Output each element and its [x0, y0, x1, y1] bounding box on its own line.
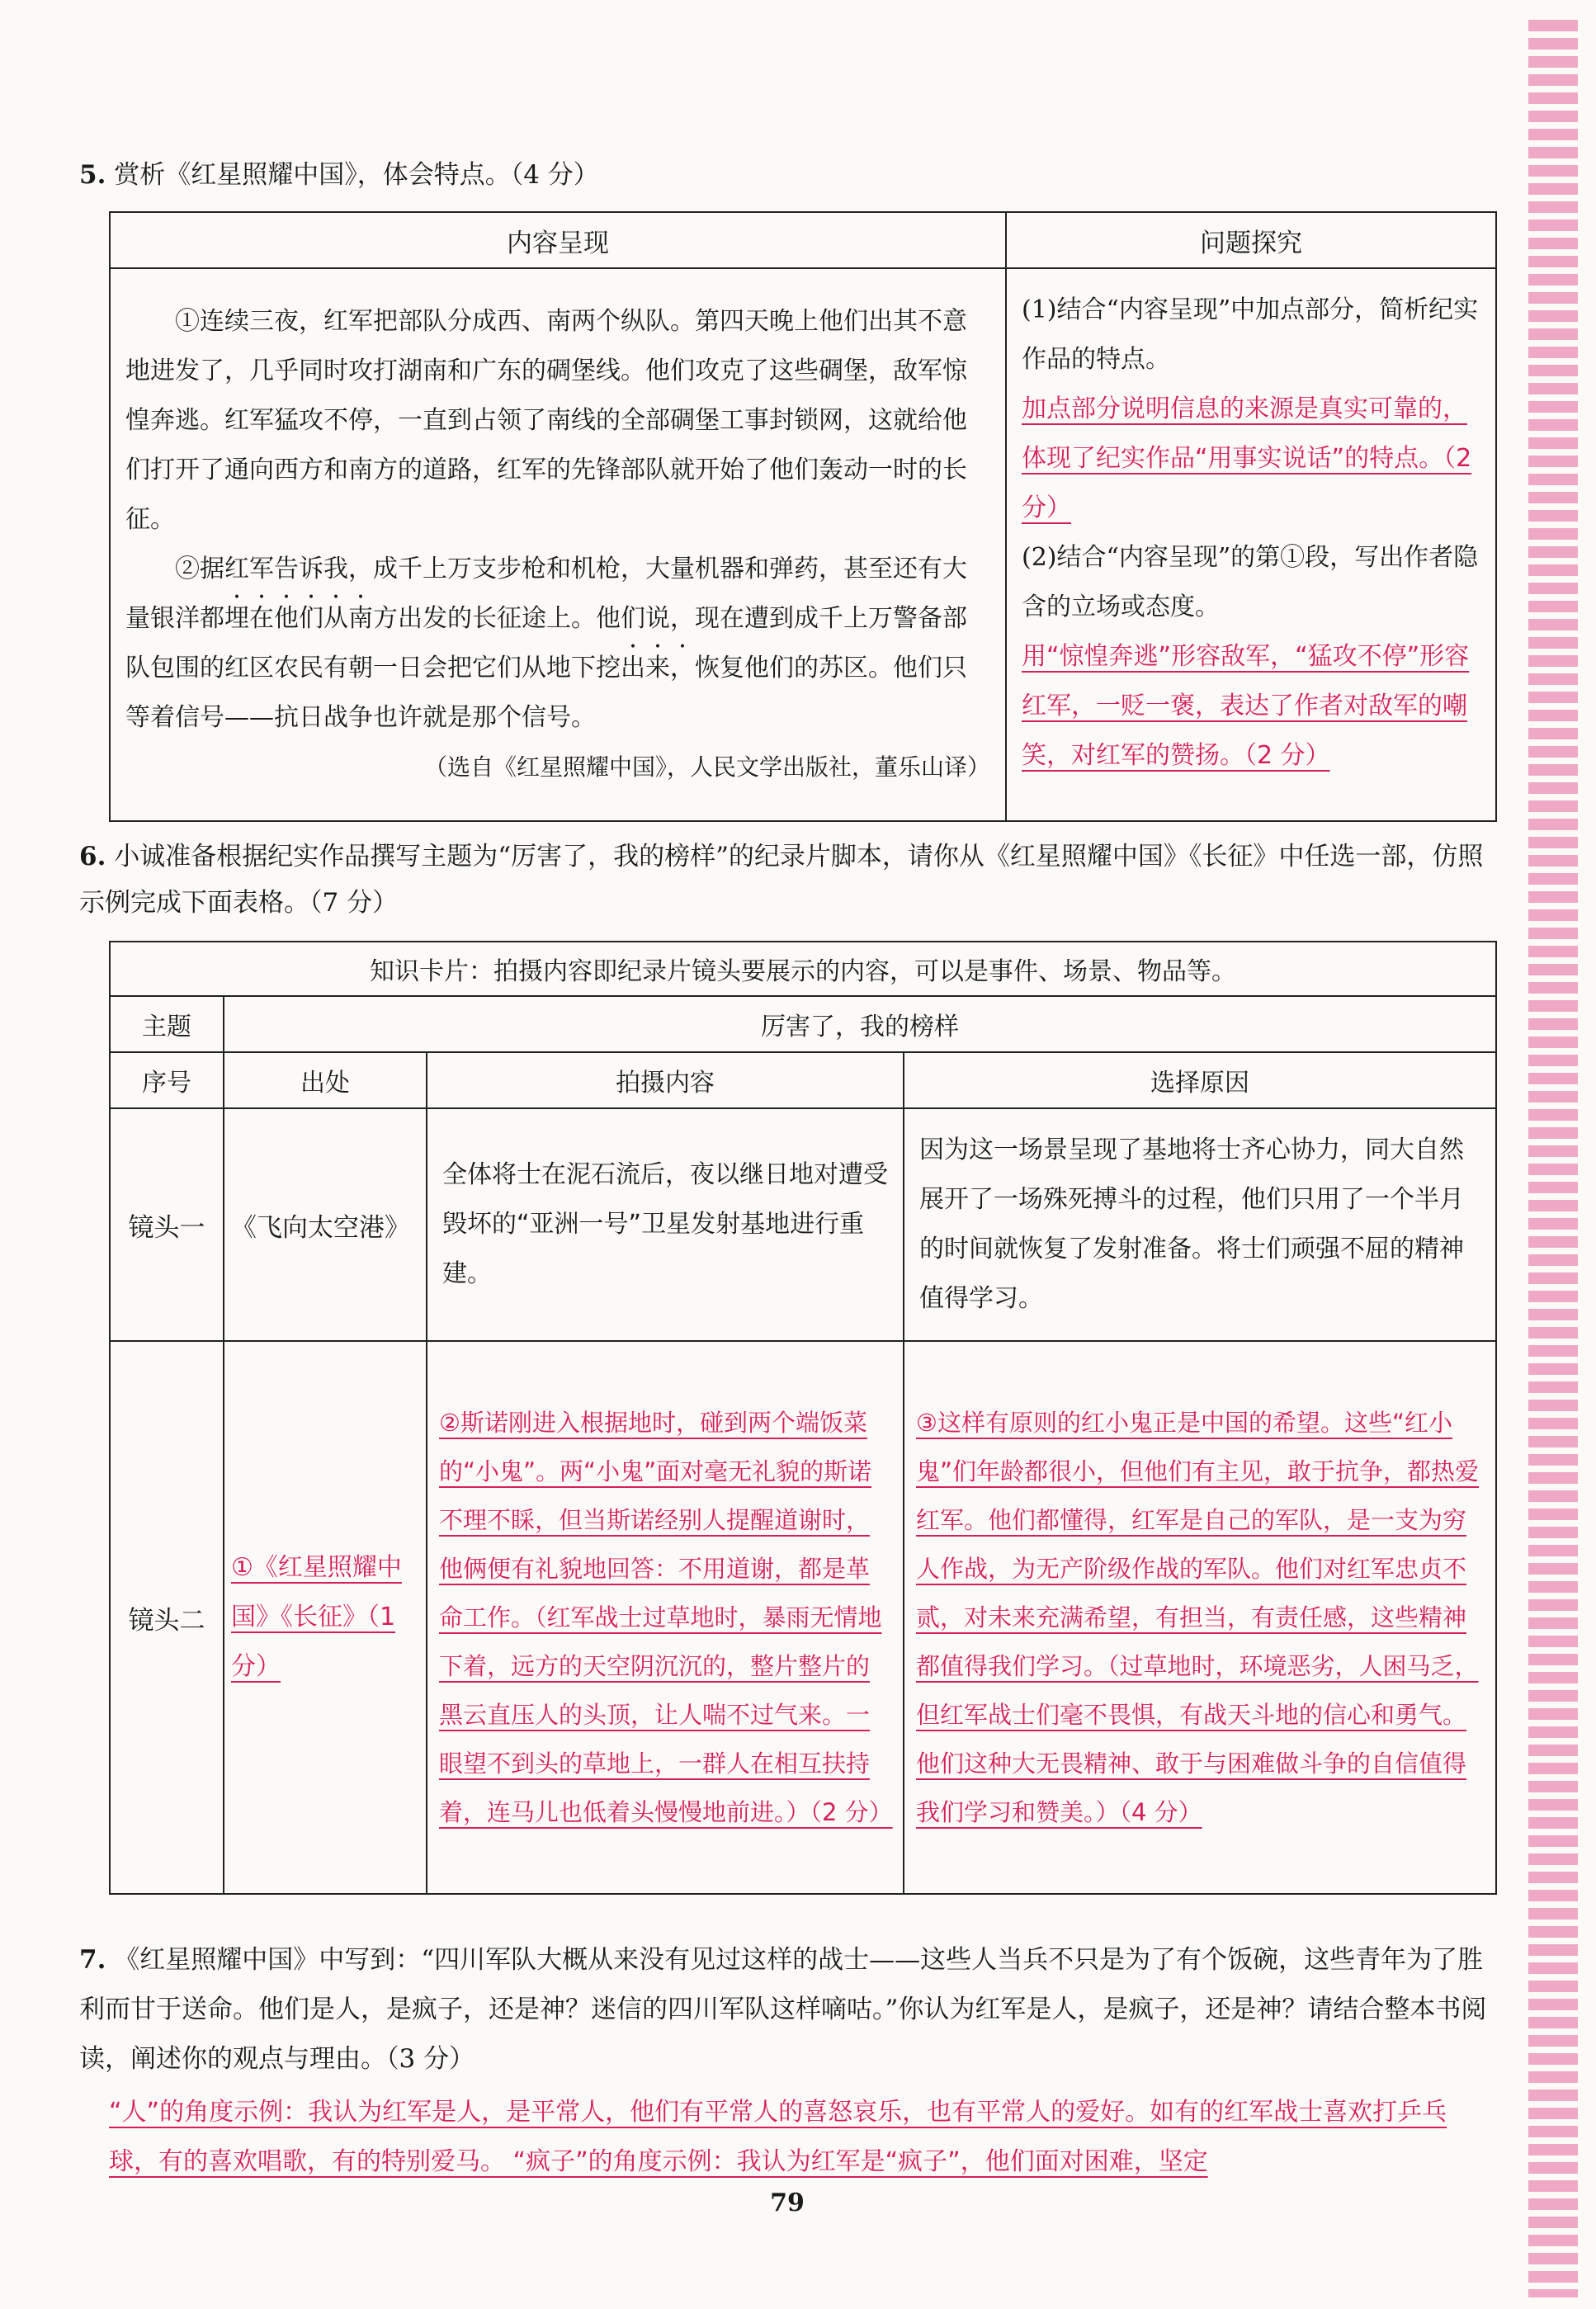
- question-number: 6.: [79, 842, 106, 871]
- q5-sub1-question: (1)结合“内容呈现”中加点部分，简析纪实作品的特点。: [1022, 295, 1479, 374]
- q5-col-content-header: 内容呈现: [110, 212, 1006, 268]
- question-number: 7.: [79, 1945, 106, 1975]
- emphasis-char: 说: [645, 604, 670, 633]
- q5-sub2-question: (2)结合“内容呈现”的第①段，写出作者隐含的立场或态度。: [1022, 543, 1479, 621]
- q5-table: [109, 211, 1497, 822]
- theme-label: 主题: [110, 996, 224, 1052]
- emphasis-char: 们: [621, 604, 645, 633]
- page-number: 79: [770, 2189, 805, 2217]
- dotted-text: [200, 555, 348, 583]
- emphasis-char: 我: [323, 555, 348, 583]
- row2-reason: ③这样有原则的红小鬼正是中国的希望。这些“红小鬼”们年龄都很小，但他们有主见，敢于抗争，都热爱红军。他们都懂得，红军是自己的军队，是一支为穷人作战，为无产阶级作战的军队。他们对红军忠贞不贰，对未来充满希望，有担当，有责任感，这些精神都值得我们学习。（过草地时，环境恶劣，人困马乏，但红军战士们毫不畏惧，有战天斗地的信心和勇气。他们这种大无畏精神、敢于与困难做斗争的自信值得我们学习和赞美。）（4 分）: [904, 1341, 1496, 1894]
- emphasis-char: 军: [249, 555, 274, 583]
- header-content: 拍摄内容: [427, 1052, 904, 1108]
- question-5: [79, 152, 599, 198]
- q5-sub2-answer: 用“惊惶奔逃”形容敌军，“猛攻不停”形容红军，一贬一褒，表达了作者对敌军的嘲笑，对红军的赞扬。（2 分）: [1022, 642, 1470, 770]
- row1-source: 《飞向太空港》: [224, 1108, 427, 1341]
- question-number: 5.: [79, 160, 106, 190]
- header-reason: 选择原因: [904, 1052, 1496, 1108]
- row1-shot: 镜头一: [110, 1108, 224, 1341]
- page-edge-strip: [1528, 20, 1578, 2297]
- q5-content-cell: [110, 268, 1006, 821]
- question-prompt: 小诚准备根据纪实作品撰写主题为“厉害了，我的榜样”的纪录片脚本，请你从《红星照耀中国》《长征》中任选一部，仿照示例完成下面表格。（7 分）: [79, 842, 1484, 918]
- q5-source: （选自《红星照耀中国》，人民文学出版社，董乐山译）: [423, 753, 990, 781]
- emphasis-char: 告: [274, 555, 299, 583]
- theme-value: 厉害了，我的榜样: [224, 996, 1496, 1052]
- question-6: [79, 833, 1495, 926]
- emphasis-char: 诉: [299, 555, 323, 583]
- q5-inquiry-cell: [1006, 268, 1496, 821]
- row2-source: ①《红星照耀中国》《长征》（1 分）: [224, 1341, 427, 1894]
- row2-shot: 镜头二: [110, 1341, 224, 1894]
- q5-sub1-answer: 加点部分说明信息的来源是真实可靠的，体现了纪实作品“用事实说话”的特点。（2 分）: [1022, 394, 1472, 522]
- question-prompt: 《红星照耀中国》中写到：“四川军队大概从来没有见过这样的战士——这些人当兵不只是为了有个饭碗，这些青年为了胜利而甘于送命。他们是人，是疯子，还是神？迷信的四川军队这样嘀咕。”你认为红军是人，是疯子，还是神？请结合整本书阅读，阐述你的观点与理由。（3 分）: [79, 1945, 1487, 2074]
- emphasis-char: 红: [224, 555, 249, 583]
- q5-paragraph-2: ②据红军告诉我，成千上万支步枪和机枪，大量机器和弹药，甚至还有大量银洋都埋在他们从南方出发的长征途上。他们说，现在遭到成千上万警备部队包围的红区农民有朝一日会把它们从地下挖出来，恢复他们的苏区。他们只等着信号——抗日战争也许就是那个信号。: [125, 555, 967, 732]
- q5-paragraph-1: ①连续三夜，红军把部队分成西、南两个纵队。第四天晚上他们出其不意地进发了，几乎同时攻打湖南和广东的碉堡线。他们攻克了这些碉堡，敌军惊惶奔逃。红军猛攻不停，一直到占领了南线的全部碉堡工事封锁网，这就给他们打开了通向西方和南方的道路，红军的先锋部队就开始了他们轰动一时的长征。: [125, 307, 967, 534]
- header-source: 出处: [224, 1052, 427, 1108]
- q5-col-inquiry-header: 问题探究: [1006, 212, 1496, 268]
- q7-answer: “人”的角度示例：我认为红军是人，是平常人，他们有平常人的喜怒哀乐，也有平常人的爱好。如有的红军战士喜欢打乒乓球，有的喜欢唱歌，有的特别爱马。 “疯子”的角度示例：我认为红军是“疯子”，他们面对困难，坚定: [109, 2098, 1447, 2176]
- emphasis-char: 他: [596, 604, 621, 633]
- q6-table: [109, 941, 1497, 1895]
- row2-content: ②斯诺刚进入根据地时，碰到两个端饭菜的“小鬼”。两“小鬼”面对毫无礼貌的斯诺不理不睬，但当斯诺经别人提醒道谢时，他俩便有礼貌地回答：不用道谢，都是革命工作。（红军战士过草地时，暴雨无情地下着，远方的天空阴沉沉的，整片整片的黑云直压人的头顶，让人喘不过气来。一眼望不到头的草地上，一群人在相互扶持着，连马儿也低着头慢慢地前进。）（2 分）: [427, 1341, 904, 1894]
- question-7: [79, 1935, 1495, 2084]
- row1-content: 全体将士在泥石流后，夜以继日地对遭受毁坏的“亚洲一号”卫星发射基地进行重建。: [427, 1108, 904, 1341]
- dotted-text: [596, 604, 670, 633]
- knowledge-card: 知识卡片：拍摄内容即纪录片镜头要展示的内容，可以是事件、场景、物品等。: [110, 942, 1496, 996]
- emphasis-char: 据: [200, 555, 224, 583]
- header-index: 序号: [110, 1052, 224, 1108]
- row1-reason: 因为这一场景呈现了基地将士齐心协力，同大自然展开了一场殊死搏斗的过程，他们只用了一个半月的时间就恢复了发射准备。将士们顽强不屈的精神值得学习。: [904, 1108, 1496, 1341]
- question-prompt: 赏析《红星照耀中国》，体会特点。（4 分）: [114, 160, 599, 190]
